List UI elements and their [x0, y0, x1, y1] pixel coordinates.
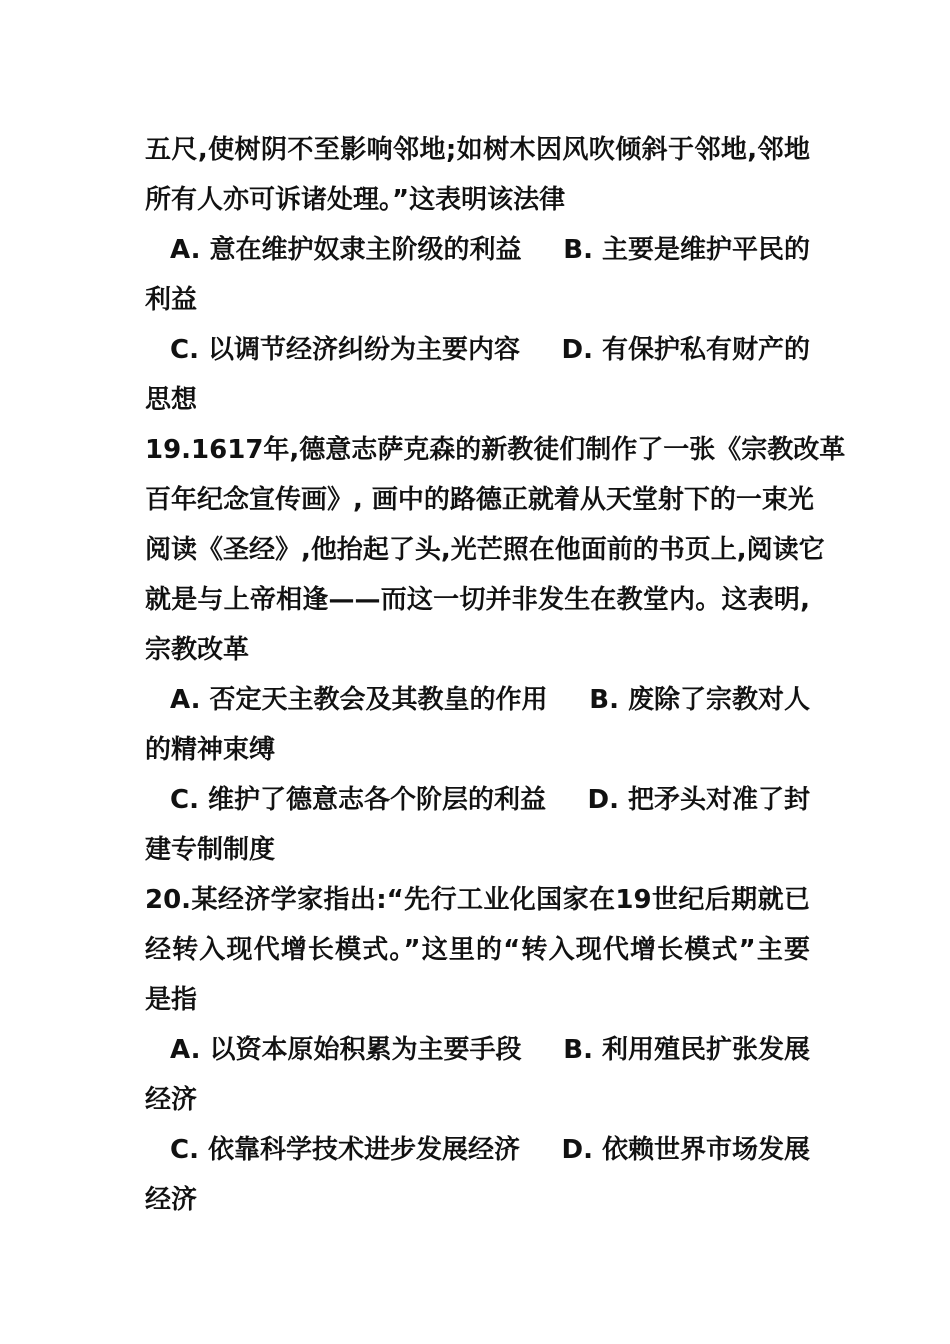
- q20-option-d-cont: 经济: [145, 1185, 198, 1215]
- q19-option-a: A. 否定天主教会及其教皇的作用: [170, 685, 548, 715]
- q18-option-b: B. 主要是维护平民的: [563, 235, 810, 265]
- q18-option-d-cont: 思想: [145, 385, 198, 415]
- q19-option-b-cont: 的精神束缚: [145, 735, 276, 765]
- q19-option-d: D. 把矛头对准了封: [587, 785, 810, 815]
- q20-option-b-cont: 经济: [145, 1085, 198, 1115]
- q20-stem-line-2: 经转入现代增长模式。”这里的“转入现代增长模式”主要: [145, 935, 810, 965]
- q19-stem-line-4: 就是与上帝相逢——而这一切并非发生在教堂内。这表明,: [145, 585, 810, 615]
- q20-options-ab: [170, 1025, 810, 1075]
- q19-option-b: B. 废除了宗教对人: [589, 685, 810, 715]
- q19-options-cd: [170, 775, 810, 825]
- q18-option-c: C. 以调节经济纠纷为主要内容: [170, 335, 521, 365]
- q20-option-c: C. 依靠科学技术进步发展经济: [170, 1135, 521, 1165]
- q19-option-d-cont: 建专制制度: [145, 835, 276, 865]
- q18-stem-line-2: 所有人亦可诉诸处理。”这表明该法律: [145, 185, 566, 215]
- q19-stem-line-5: 宗教改革: [145, 635, 250, 665]
- q18-options-ab: [170, 225, 810, 275]
- q19-stem-line-2: 百年纪念宣传画》, 画中的路德正就着从天堂射下的一束光: [145, 485, 814, 515]
- q18-option-d: D. 有保护私有财产的: [561, 335, 810, 365]
- q20-options-cd: [170, 1125, 810, 1175]
- q19-stem-line-3: 阅读《圣经》,他抬起了头,光芒照在他面前的书页上,阅读它: [145, 535, 825, 565]
- q19-options-ab: [170, 675, 810, 725]
- q18-stem-line-1: 五尺,使树阴不至影响邻地;如树木因风吹倾斜于邻地,邻地: [145, 135, 810, 165]
- q18-options-cd: [170, 325, 810, 375]
- q20-stem-line-1: 20.某经济学家指出:“先行工业化国家在19世纪后期就已: [145, 885, 810, 915]
- q18-option-b-cont: 利益: [145, 285, 198, 315]
- q20-option-b: B. 利用殖民扩张发展: [563, 1035, 810, 1065]
- q20-stem-line-3: 是指: [145, 985, 198, 1015]
- q19-stem-line-1: 19.1617年,德意志萨克森的新教徒们制作了一张《宗教改革: [145, 435, 846, 465]
- q18-option-a: A. 意在维护奴隶主阶级的利益: [170, 235, 522, 265]
- q19-option-c: C. 维护了德意志各个阶层的利益: [170, 785, 547, 815]
- q20-option-d: D. 依赖世界市场发展: [561, 1135, 810, 1165]
- q20-option-a: A. 以资本原始积累为主要手段: [170, 1035, 522, 1065]
